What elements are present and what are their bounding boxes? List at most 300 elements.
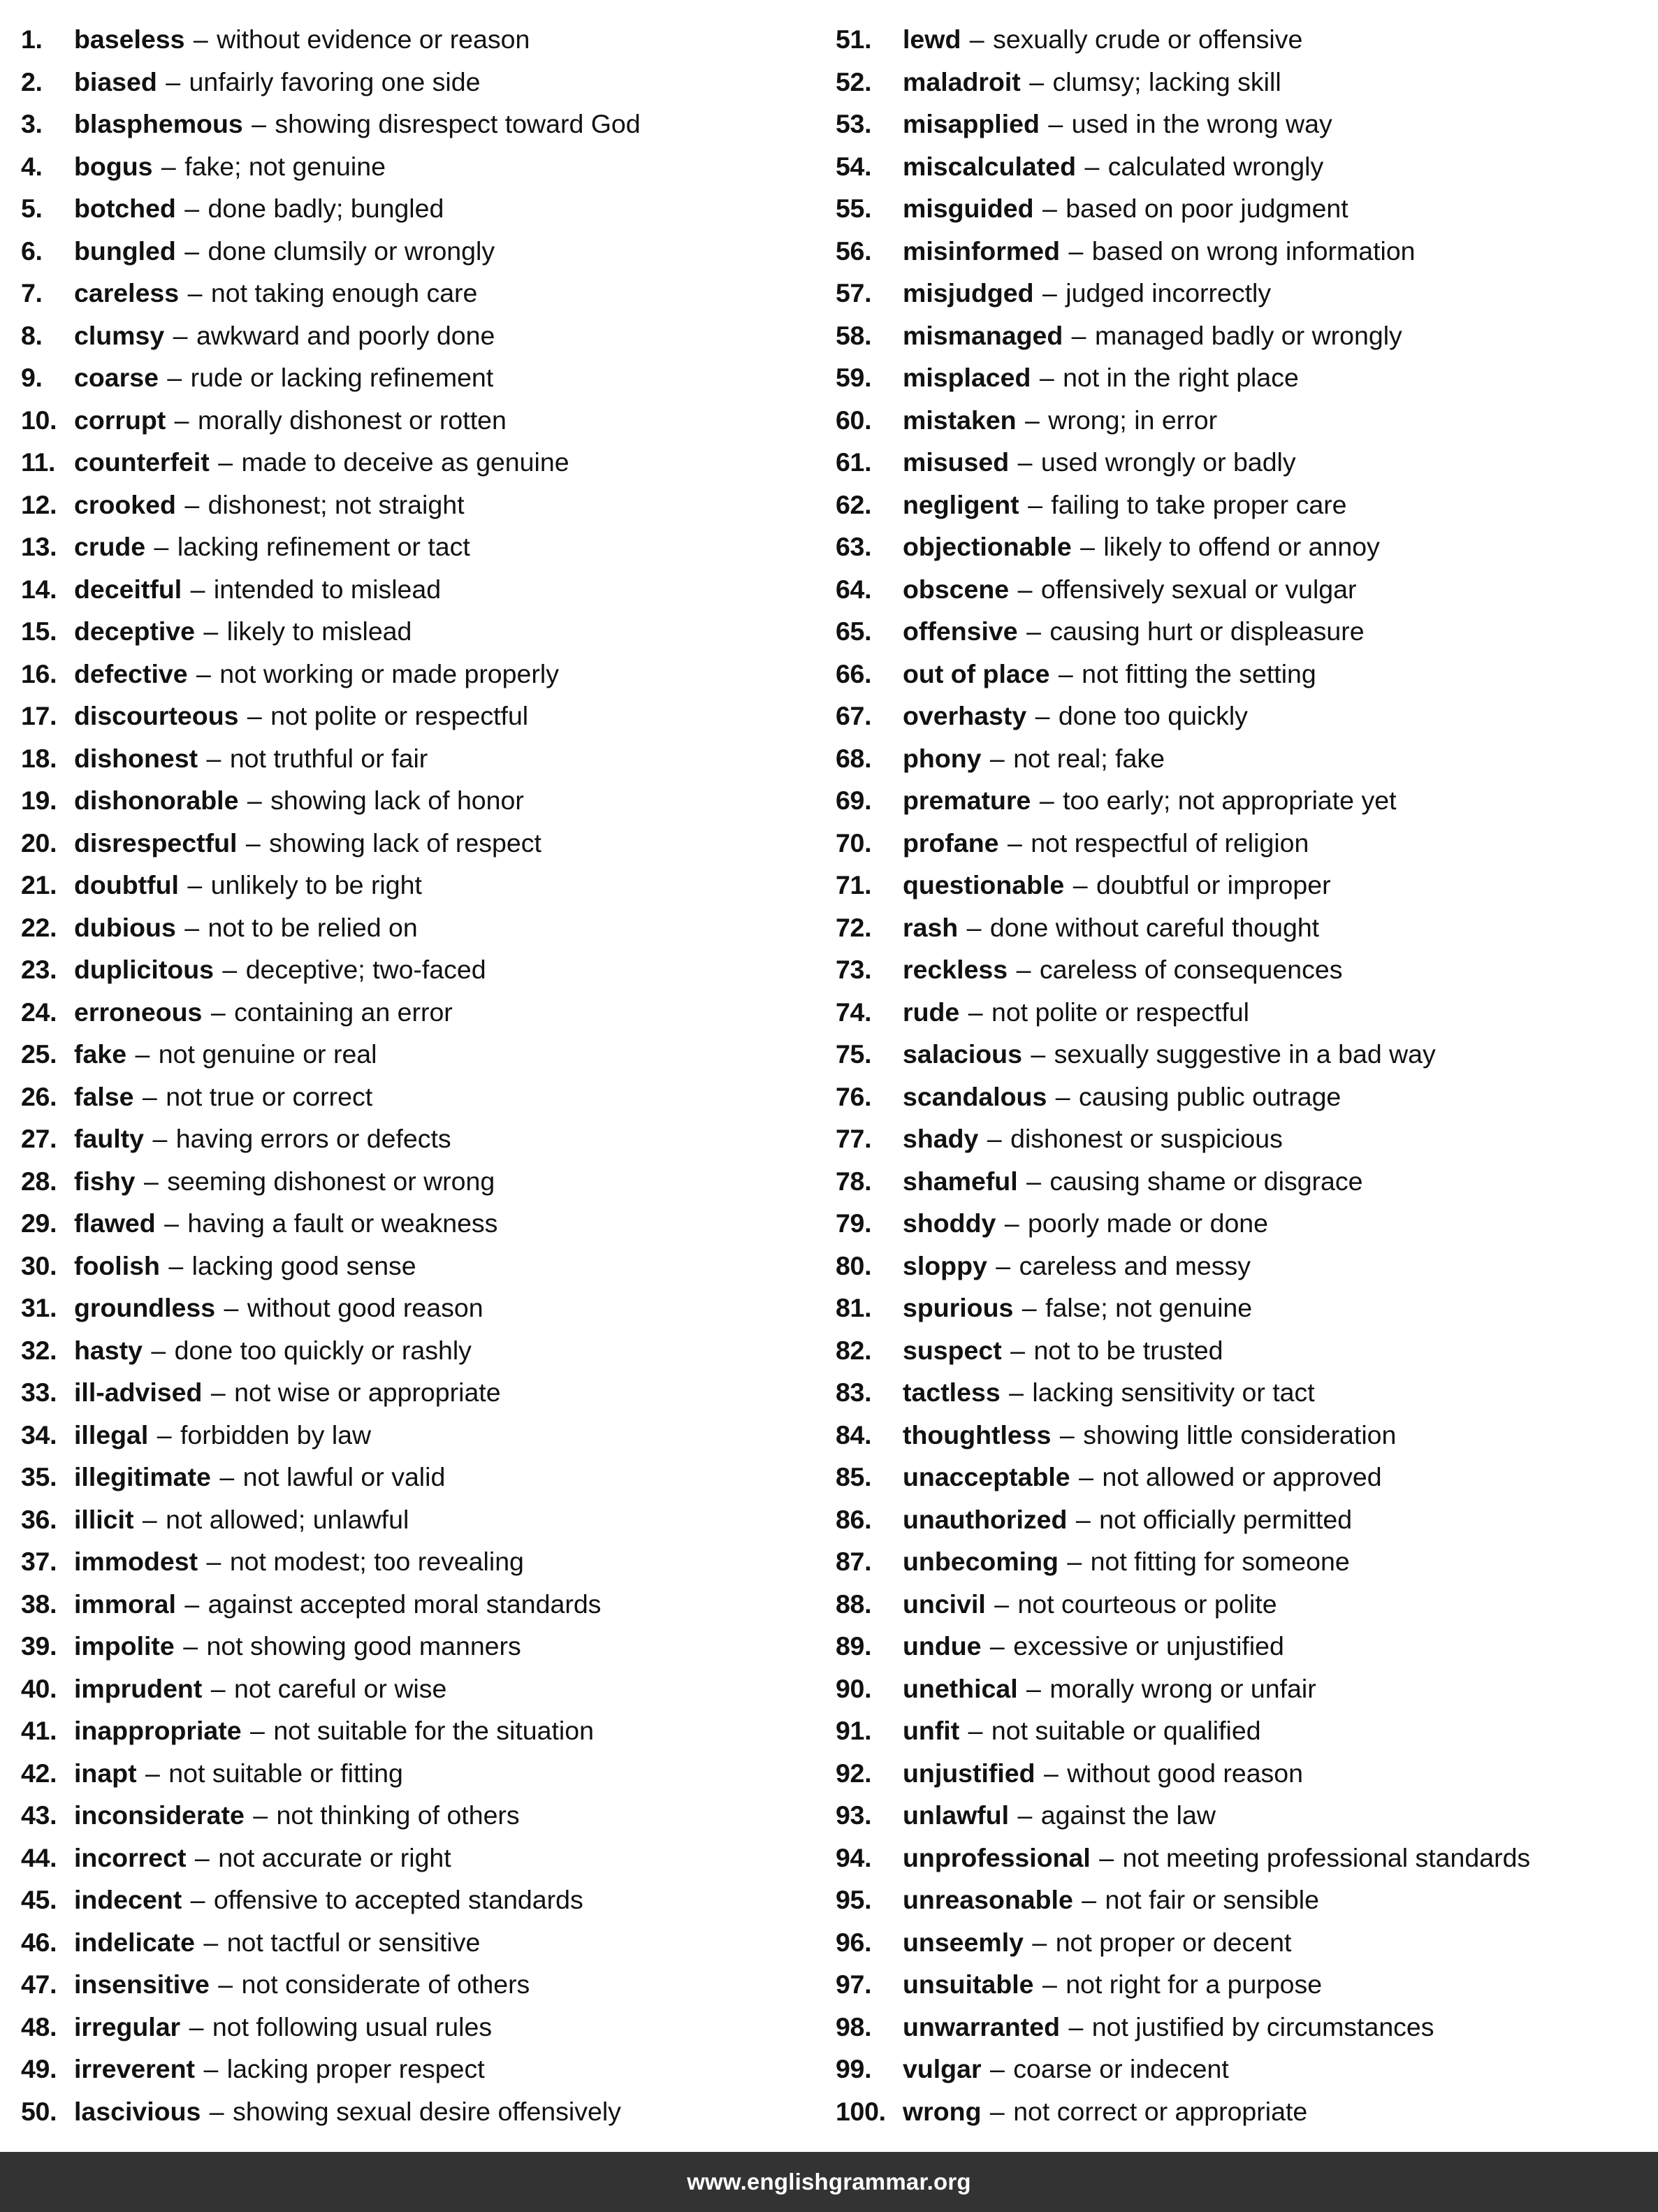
item-dash: – [252,109,266,138]
item-term: mismanaged [903,320,1063,350]
list-item [21,653,809,695]
item-body [74,187,444,230]
item-number: 9. [21,363,43,392]
list-item [21,864,809,906]
item-term: hasty [74,1335,143,1365]
item-term: spurious [903,1293,1014,1322]
item-definition: done too quickly [1058,701,1248,730]
list-item [21,1540,809,1583]
item-number: 36. [21,1504,57,1534]
item-body [74,1202,497,1245]
item-number: 15. [21,616,57,646]
item-term: questionable [903,870,1065,899]
site-url[interactable]: www.englishgrammar.org [687,2169,971,2195]
list-item [21,1076,809,1118]
item-dash: – [1016,955,1031,984]
item-dash: – [1017,447,1033,477]
item-term: unacceptable [903,1462,1070,1491]
item-number: 2. [21,66,43,96]
item-term: doubtful [74,870,179,899]
item-body [903,103,1332,145]
list-item [836,1794,1624,1837]
item-term: misguided [903,194,1034,223]
item-body [74,1414,371,1456]
list-item [21,1837,809,1879]
list-item [21,695,809,737]
item-body [903,187,1348,230]
item-definition: offensively sexual or vulgar [1040,574,1357,604]
item-number: 47. [21,1969,57,1999]
item-body [74,103,641,145]
item-body [74,399,507,442]
item-number: 94. [836,1842,872,1872]
list-item [21,484,809,526]
list-item [21,2048,809,2090]
item-body [903,695,1248,737]
item-definition: not allowed or approved [1102,1462,1382,1491]
word-list-left [21,18,809,2132]
list-item [21,1752,809,1795]
list-item [836,103,1624,145]
item-number: 24. [21,997,57,1027]
item-definition: not fair or sensible [1105,1885,1319,1914]
list-item [836,1287,1624,1329]
item-definition: not suitable for the situation [273,1716,594,1745]
list-item [836,1752,1624,1795]
item-term: misinformed [903,236,1061,266]
item-dash: – [210,997,226,1027]
item-dash: – [1026,1166,1041,1196]
item-number: 69. [836,786,872,815]
list-item [836,568,1624,611]
list-item [836,61,1624,103]
list-item [21,61,809,103]
item-term: false [74,1081,134,1111]
item-number: 96. [836,1927,872,1957]
item-term: inconsiderate [74,1800,245,1830]
item-term: maladroit [903,66,1021,96]
list-item [836,1160,1624,1203]
item-definition: likely to offend or annoy [1103,532,1380,561]
item-number: 27. [21,1124,57,1153]
item-definition: not courteous or polite [1017,1589,1277,1619]
item-body [903,484,1347,526]
item-definition: having errors or defects [175,1124,451,1153]
list-item [21,1414,809,1456]
item-body [903,779,1396,822]
item-body [74,2090,621,2133]
item-body [74,526,470,568]
item-number: 62. [836,489,872,519]
item-definition: showing sexual desire offensively [233,2096,621,2126]
item-body [903,1709,1261,1752]
item-body [74,1668,446,1710]
item-number: 70. [836,827,872,858]
list-item [21,1329,809,1372]
item-body [903,145,1323,188]
item-body [903,1371,1315,1414]
item-number: 50. [21,2096,57,2126]
item-definition: without good reason [247,1293,483,1322]
item-definition: not polite or respectful [270,701,529,730]
item-number: 18. [21,743,57,773]
item-dash: – [1068,2011,1084,2041]
list-item [21,1963,809,2006]
item-number: 79. [836,1208,872,1238]
list-item [836,1540,1624,1583]
list-item [21,1583,809,1626]
item-body [903,737,1165,780]
item-term: faulty [74,1124,145,1153]
item-body [903,822,1309,865]
item-body [74,737,428,780]
item-number: 80. [836,1250,872,1280]
item-dash: – [206,1547,221,1576]
item-term: illegal [74,1419,149,1450]
item-term: objectionable [903,532,1072,561]
item-body [903,356,1299,399]
item-definition: not true or correct [166,1081,373,1111]
item-number: 44. [21,1842,57,1872]
item-definition: used wrongly or badly [1040,447,1296,477]
item-definition: not wise or appropriate [234,1378,501,1407]
item-term: phony [903,743,982,773]
item-body [903,1245,1251,1287]
item-term: unbecoming [903,1547,1059,1576]
item-term: shameful [903,1166,1018,1196]
item-dash: – [203,1927,219,1957]
item-dash: – [1017,1800,1033,1830]
item-body [903,1076,1341,1118]
item-number: 3. [21,109,43,138]
item-term: insensitive [74,1969,210,1999]
item-term: uncivil [903,1589,986,1619]
item-dash: – [1042,278,1057,308]
item-term: overhasty [903,701,1027,730]
item-term: premature [903,786,1031,815]
item-dash: – [996,1250,1011,1280]
item-body [74,864,422,906]
list-item [836,948,1624,991]
item-term: counterfeit [74,447,210,477]
item-body [74,948,486,991]
item-definition: not showing good manners [206,1631,521,1661]
item-term: dishonest [74,743,198,773]
item-term: scandalous [903,1081,1047,1111]
item-dash: – [184,1589,200,1619]
item-definition: lacking refinement or tact [177,532,470,561]
list-item [21,1709,809,1752]
item-term: tactless [903,1378,1001,1407]
item-dash: – [1059,1419,1075,1450]
item-number: 54. [836,151,872,181]
item-body [74,1625,521,1668]
item-dash: – [1007,827,1022,858]
item-number: 6. [21,236,43,266]
item-definition: not respectful of religion [1031,827,1309,858]
item-number: 25. [21,1039,57,1069]
item-body [903,1837,1530,1879]
item-dash: – [1025,405,1040,435]
item-body [74,315,495,357]
item-term: fake [74,1039,127,1069]
item-body [74,1456,445,1498]
item-term: coarse [74,363,159,392]
item-body [74,484,464,526]
item-dash: – [1042,194,1057,223]
item-definition: careless and messy [1019,1250,1251,1280]
item-definition: showing disrespect toward God [275,109,641,138]
item-term: bungled [74,236,176,266]
item-dash: – [143,1166,159,1196]
item-body [74,2006,492,2048]
item-dash: – [184,236,200,266]
item-dash: – [1068,236,1084,266]
item-dash: – [218,1969,233,1999]
item-number: 7. [21,278,43,308]
item-number: 74. [836,997,872,1027]
item-definition: not polite or respectful [991,997,1249,1027]
item-body [903,315,1402,357]
item-dash: – [1026,616,1041,646]
item-number: 65. [836,616,872,646]
item-number: 88. [836,1589,872,1619]
item-dash: – [209,2096,224,2126]
item-definition: too early; not appropriate yet [1063,786,1397,815]
item-definition: seeming dishonest or wrong [167,1166,495,1196]
item-definition: against accepted moral standards [208,1589,602,1619]
item-definition: managed badly or wrongly [1094,320,1402,350]
item-number: 22. [21,912,57,942]
list-item [836,399,1624,442]
list-item [21,1371,809,1414]
item-number: 4. [21,151,43,181]
item-number: 17. [21,701,57,730]
item-number: 75. [836,1039,872,1069]
item-definition: against the law [1040,1800,1216,1830]
item-number: 73. [836,955,872,984]
item-body [903,1879,1319,1921]
item-dash: – [1080,532,1095,561]
list-item [21,822,809,865]
item-number: 84. [836,1419,872,1450]
item-term: shoddy [903,1208,996,1238]
item-dash: – [1058,658,1073,688]
item-dash: – [184,912,200,942]
item-number: 40. [21,1673,57,1703]
item-dash: – [989,743,1005,773]
list-item [21,145,809,188]
item-dash: – [154,532,169,561]
list-item [836,1329,1624,1372]
item-number: 37. [21,1547,57,1576]
item-term: lascivious [74,2096,201,2126]
item-dash: – [989,1631,1005,1661]
item-dash: – [1004,1208,1019,1238]
item-definition: not right for a purpose [1066,1969,1323,1999]
list-item [836,441,1624,484]
item-body [74,1245,416,1287]
list-item [836,187,1624,230]
item-definition: awkward and poorly done [196,320,495,350]
item-body [903,1287,1252,1329]
item-dash: – [193,24,208,54]
list-item [836,1202,1624,1245]
item-definition: lacking proper respect [226,2054,485,2083]
list-item [836,737,1624,780]
item-term: defective [74,658,188,688]
item-term: unlawful [903,1800,1010,1830]
item-definition: causing hurt or displeasure [1049,616,1365,646]
item-number: 76. [836,1081,872,1111]
item-dash: – [1010,1335,1026,1365]
item-body [74,1118,451,1160]
item-body [74,1371,501,1414]
item-term: unjustified [903,1758,1035,1788]
list-item [836,991,1624,1034]
item-definition: sexually crude or offensive [993,24,1303,54]
item-dash: – [1048,109,1063,138]
item-dash: – [187,278,203,308]
item-term: corrupt [74,405,166,435]
item-definition: not tactful or sensitive [226,1927,481,1957]
item-definition: not working or made properly [219,658,559,688]
item-body [74,906,418,949]
item-definition: morally dishonest or rotten [197,405,507,435]
item-definition: based on wrong information [1091,236,1416,266]
item-number: 42. [21,1758,57,1788]
list-item [836,145,1624,188]
item-dash: – [1071,320,1086,350]
item-number: 43. [21,1800,57,1830]
list-item [836,864,1624,906]
item-term: baseless [74,24,185,54]
item-body [74,1879,583,1921]
item-definition: not in the right place [1063,363,1299,392]
item-number: 72. [836,912,872,942]
item-term: obscene [903,574,1010,604]
item-term: illegitimate [74,1462,211,1491]
item-term: irregular [74,2011,181,2041]
item-definition: false; not genuine [1045,1293,1253,1322]
item-number: 33. [21,1378,57,1407]
item-body [903,1583,1277,1626]
list-item [21,779,809,822]
list-item [836,1033,1624,1076]
word-list-right [836,18,1624,2132]
item-dash: – [1029,66,1045,96]
list-item [836,1709,1624,1752]
list-item [836,1625,1624,1668]
item-dash: – [135,1039,150,1069]
item-body [903,2048,1229,2090]
item-dash: – [1032,1927,1047,1957]
item-body [74,1709,594,1752]
item-number: 16. [21,658,57,688]
item-dash: – [1009,1378,1024,1407]
item-definition: not real; fake [1013,743,1165,773]
item-term: unprofessional [903,1842,1091,1872]
item-body [74,272,477,315]
item-term: ill-advised [74,1378,203,1407]
item-term: dishonorable [74,786,239,815]
item-dash: – [966,912,982,942]
list-item [21,399,809,442]
item-dash: – [1042,1969,1057,1999]
item-dash: – [142,1081,157,1111]
item-term: suspect [903,1335,1002,1365]
list-item [21,1456,809,1498]
item-number: 93. [836,1800,872,1830]
item-number: 87. [836,1547,872,1576]
item-body [903,610,1365,653]
item-number: 60. [836,405,872,435]
item-definition: dishonest; not straight [208,489,465,519]
item-number: 78. [836,1166,872,1196]
list-item [836,315,1624,357]
item-body [74,1160,495,1203]
list-item [836,1414,1624,1456]
item-dash: – [222,955,238,984]
list-item [836,1371,1624,1414]
list-item [21,948,809,991]
item-definition: not lawful or valid [242,1462,446,1491]
list-item [836,1498,1624,1541]
item-dash: – [250,1716,265,1745]
item-term: misapplied [903,109,1040,138]
item-term: foolish [74,1250,160,1280]
item-definition: without evidence or reason [217,24,530,54]
item-body [74,1752,403,1795]
item-definition: clumsy; lacking skill [1052,66,1281,96]
item-number: 77. [836,1124,872,1153]
list-item [21,103,809,145]
item-term: profane [903,827,999,858]
item-term: biased [74,66,157,96]
item-definition: not meeting professional standards [1122,1842,1531,1872]
item-dash: – [187,870,203,899]
item-body [74,1076,372,1118]
item-term: crude [74,532,146,561]
item-term: misplaced [903,363,1031,392]
item-term: negligent [903,489,1019,519]
item-number: 49. [21,2054,57,2083]
item-dash: – [151,1335,166,1365]
item-number: 99. [836,2054,872,2083]
item-term: unethical [903,1673,1018,1703]
item-dash: – [989,2096,1005,2126]
item-term: indelicate [74,1927,195,1957]
list-item [21,1202,809,1245]
item-number: 83. [836,1378,872,1407]
item-term: discourteous [74,701,239,730]
list-item [21,315,809,357]
item-dash: – [1099,1842,1114,1872]
item-body [903,441,1296,484]
item-dash: – [145,1758,160,1788]
list-item [21,230,809,273]
item-dash: – [184,489,200,519]
item-dash: – [968,997,983,1027]
list-item [836,272,1624,315]
item-body [903,991,1249,1034]
item-body [903,1498,1352,1541]
list-item [836,1583,1624,1626]
item-term: impolite [74,1631,175,1661]
item-dash: – [206,743,221,773]
list-item [21,1794,809,1837]
item-number: 26. [21,1081,57,1111]
